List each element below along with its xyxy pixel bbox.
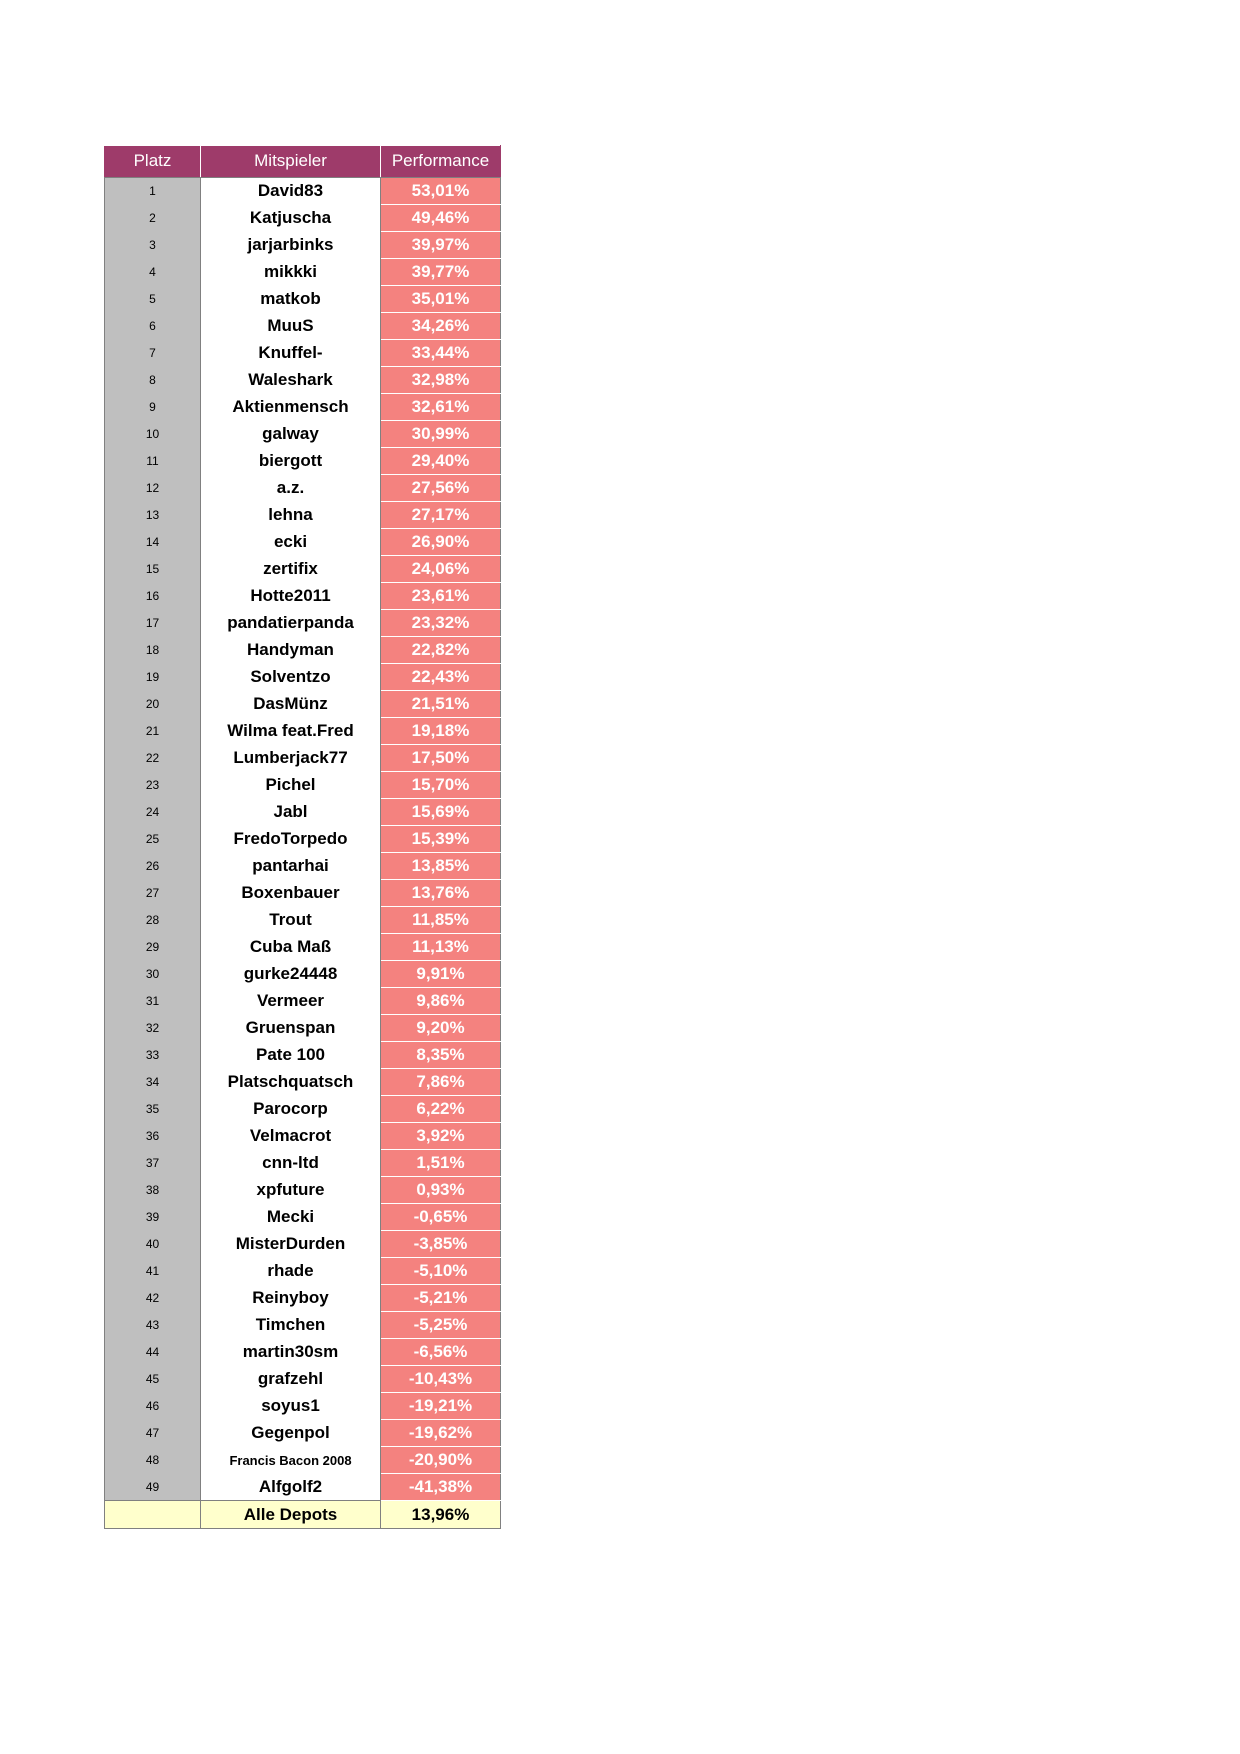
cell-player-name: Parocorp [201,1096,381,1123]
cell-performance: 3,92% [381,1123,501,1150]
cell-performance: 49,46% [381,205,501,232]
table-row [105,907,501,934]
cell-rank: 42 [105,1285,201,1312]
cell-player-name: Knuffel- [201,340,381,367]
cell-rank: 25 [105,826,201,853]
cell-player-name: Reinyboy [201,1285,381,1312]
cell-rank: 24 [105,799,201,826]
table-row [105,1042,501,1069]
cell-player-name: jarjarbinks [201,232,381,259]
cell-player-name: pandatierpanda [201,610,381,637]
cell-player-name: grafzehl [201,1366,381,1393]
table-header [105,146,501,178]
table-row [105,232,501,259]
cell-rank: 26 [105,853,201,880]
cell-player-name: biergott [201,448,381,475]
cell-performance: 19,18% [381,718,501,745]
table-row [105,745,501,772]
cell-player-name: lehna [201,502,381,529]
table-row [105,853,501,880]
cell-performance: 35,01% [381,286,501,313]
cell-rank: 41 [105,1258,201,1285]
table-row [105,529,501,556]
table-row [105,610,501,637]
table-row [105,880,501,907]
cell-performance: -3,85% [381,1231,501,1258]
cell-player-name: matkob [201,286,381,313]
ranking-sheet [104,145,500,1529]
cell-player-name: Hotte2011 [201,583,381,610]
table-row [105,448,501,475]
table-row [105,1177,501,1204]
cell-performance: 15,39% [381,826,501,853]
cell-performance: 29,40% [381,448,501,475]
table-row [105,1015,501,1042]
table-row [105,367,501,394]
cell-rank: 29 [105,934,201,961]
cell-performance: 32,98% [381,367,501,394]
cell-performance: -20,90% [381,1447,501,1474]
cell-total-rank [105,1501,201,1529]
cell-player-name: FredoTorpedo [201,826,381,853]
cell-rank: 48 [105,1447,201,1474]
cell-performance: 9,20% [381,1015,501,1042]
cell-rank: 14 [105,529,201,556]
column-header-name: Mitspieler [201,146,381,178]
cell-performance: 15,70% [381,772,501,799]
cell-player-name: zertifix [201,556,381,583]
cell-player-name: Boxenbauer [201,880,381,907]
table-row [105,664,501,691]
cell-performance: 9,86% [381,988,501,1015]
cell-player-name: Francis Bacon 2008 [201,1447,381,1474]
cell-player-name: Vermeer [201,988,381,1015]
column-header-performance: Performance [381,146,501,178]
table-row [105,583,501,610]
cell-rank: 21 [105,718,201,745]
cell-performance: 13,76% [381,880,501,907]
table-row [105,1366,501,1393]
table-row [105,691,501,718]
cell-player-name: MuuS [201,313,381,340]
cell-player-name: Velmacrot [201,1123,381,1150]
cell-rank: 32 [105,1015,201,1042]
cell-rank: 11 [105,448,201,475]
cell-player-name: Timchen [201,1312,381,1339]
cell-rank: 12 [105,475,201,502]
cell-performance: -0,65% [381,1204,501,1231]
table-total-row [105,1501,501,1529]
cell-player-name: mikkki [201,259,381,286]
table-row [105,475,501,502]
table-row [105,1096,501,1123]
cell-player-name: Platschquatsch [201,1069,381,1096]
table-row [105,1258,501,1285]
cell-performance: 26,90% [381,529,501,556]
cell-performance: 8,35% [381,1042,501,1069]
table-body [105,178,501,1529]
cell-rank: 43 [105,1312,201,1339]
cell-rank: 7 [105,340,201,367]
cell-player-name: soyus1 [201,1393,381,1420]
table-row [105,988,501,1015]
cell-rank: 28 [105,907,201,934]
cell-performance: 11,13% [381,934,501,961]
cell-performance: 7,86% [381,1069,501,1096]
cell-total-label: Alle Depots [201,1501,381,1529]
table-row [105,1420,501,1447]
cell-rank: 3 [105,232,201,259]
cell-player-name: rhade [201,1258,381,1285]
cell-rank: 37 [105,1150,201,1177]
cell-player-name: Mecki [201,1204,381,1231]
cell-performance: 22,82% [381,637,501,664]
cell-performance: 22,43% [381,664,501,691]
cell-rank: 23 [105,772,201,799]
table-row [105,1285,501,1312]
cell-rank: 19 [105,664,201,691]
cell-performance: 34,26% [381,313,501,340]
cell-rank: 1 [105,178,201,205]
cell-rank: 35 [105,1096,201,1123]
cell-performance: 27,17% [381,502,501,529]
table-row [105,772,501,799]
table-row [105,259,501,286]
cell-player-name: Gegenpol [201,1420,381,1447]
cell-performance: 17,50% [381,745,501,772]
cell-player-name: a.z. [201,475,381,502]
cell-player-name: Katjuscha [201,205,381,232]
cell-performance: 9,91% [381,961,501,988]
cell-performance: -5,21% [381,1285,501,1312]
cell-rank: 39 [105,1204,201,1231]
table-row [105,178,501,205]
cell-player-name: Pichel [201,772,381,799]
table-row [105,205,501,232]
cell-player-name: DasMünz [201,691,381,718]
cell-rank: 4 [105,259,201,286]
cell-player-name: galway [201,421,381,448]
table-row [105,1123,501,1150]
table-row [105,718,501,745]
cell-performance: -6,56% [381,1339,501,1366]
cell-performance: -19,21% [381,1393,501,1420]
cell-player-name: Pate 100 [201,1042,381,1069]
table-row [105,1150,501,1177]
cell-player-name: Gruenspan [201,1015,381,1042]
table-row [105,826,501,853]
cell-rank: 2 [105,205,201,232]
cell-rank: 8 [105,367,201,394]
cell-performance: -10,43% [381,1366,501,1393]
cell-player-name: Solventzo [201,664,381,691]
cell-rank: 31 [105,988,201,1015]
cell-rank: 13 [105,502,201,529]
cell-performance: 23,32% [381,610,501,637]
cell-player-name: Alfgolf2 [201,1474,381,1501]
cell-player-name: martin30sm [201,1339,381,1366]
column-header-rank: Platz [105,146,201,178]
cell-player-name: gurke24448 [201,961,381,988]
cell-player-name: Waleshark [201,367,381,394]
cell-performance: 32,61% [381,394,501,421]
cell-rank: 38 [105,1177,201,1204]
ranking-table [104,145,501,1529]
cell-rank: 30 [105,961,201,988]
cell-player-name: ecki [201,529,381,556]
cell-performance: -41,38% [381,1474,501,1501]
cell-performance: 13,85% [381,853,501,880]
cell-performance: 21,51% [381,691,501,718]
cell-rank: 34 [105,1069,201,1096]
table-row [105,340,501,367]
cell-performance: -5,10% [381,1258,501,1285]
cell-rank: 9 [105,394,201,421]
cell-performance: 15,69% [381,799,501,826]
cell-rank: 40 [105,1231,201,1258]
table-row [105,1447,501,1474]
cell-performance: 0,93% [381,1177,501,1204]
cell-rank: 16 [105,583,201,610]
cell-rank: 5 [105,286,201,313]
cell-player-name: Lumberjack77 [201,745,381,772]
cell-player-name: pantarhai [201,853,381,880]
table-row [105,1474,501,1501]
cell-performance: 11,85% [381,907,501,934]
cell-rank: 27 [105,880,201,907]
cell-rank: 18 [105,637,201,664]
table-row [105,394,501,421]
table-row [105,502,501,529]
cell-rank: 6 [105,313,201,340]
cell-player-name: xpfuture [201,1177,381,1204]
cell-rank: 10 [105,421,201,448]
cell-player-name: cnn-ltd [201,1150,381,1177]
cell-performance: 1,51% [381,1150,501,1177]
cell-performance: 24,06% [381,556,501,583]
cell-rank: 46 [105,1393,201,1420]
cell-player-name: Wilma feat.Fred [201,718,381,745]
cell-rank: 49 [105,1474,201,1501]
cell-rank: 47 [105,1420,201,1447]
cell-performance: -5,25% [381,1312,501,1339]
cell-rank: 45 [105,1366,201,1393]
cell-performance: 53,01% [381,178,501,205]
table-row [105,637,501,664]
cell-player-name: Aktienmensch [201,394,381,421]
table-row [105,799,501,826]
cell-performance: 39,77% [381,259,501,286]
cell-player-name: Cuba Maß [201,934,381,961]
cell-performance: 33,44% [381,340,501,367]
table-row [105,313,501,340]
cell-total-performance: 13,96% [381,1501,501,1529]
cell-rank: 20 [105,691,201,718]
cell-performance: 27,56% [381,475,501,502]
cell-performance: 39,97% [381,232,501,259]
cell-player-name: Jabl [201,799,381,826]
table-row [105,421,501,448]
cell-performance: 23,61% [381,583,501,610]
cell-performance: -19,62% [381,1420,501,1447]
table-row [105,286,501,313]
table-row [105,961,501,988]
table-row [105,1393,501,1420]
cell-player-name: Handyman [201,637,381,664]
cell-performance: 30,99% [381,421,501,448]
cell-player-name: MisterDurden [201,1231,381,1258]
table-row [105,1231,501,1258]
cell-player-name: David83 [201,178,381,205]
cell-player-name: Trout [201,907,381,934]
cell-rank: 44 [105,1339,201,1366]
cell-rank: 17 [105,610,201,637]
table-row [105,1339,501,1366]
table-row [105,1312,501,1339]
cell-rank: 33 [105,1042,201,1069]
cell-rank: 36 [105,1123,201,1150]
cell-rank: 22 [105,745,201,772]
table-row [105,556,501,583]
table-row [105,1204,501,1231]
cell-performance: 6,22% [381,1096,501,1123]
table-row [105,1069,501,1096]
table-row [105,934,501,961]
cell-rank: 15 [105,556,201,583]
header-row [105,146,501,178]
